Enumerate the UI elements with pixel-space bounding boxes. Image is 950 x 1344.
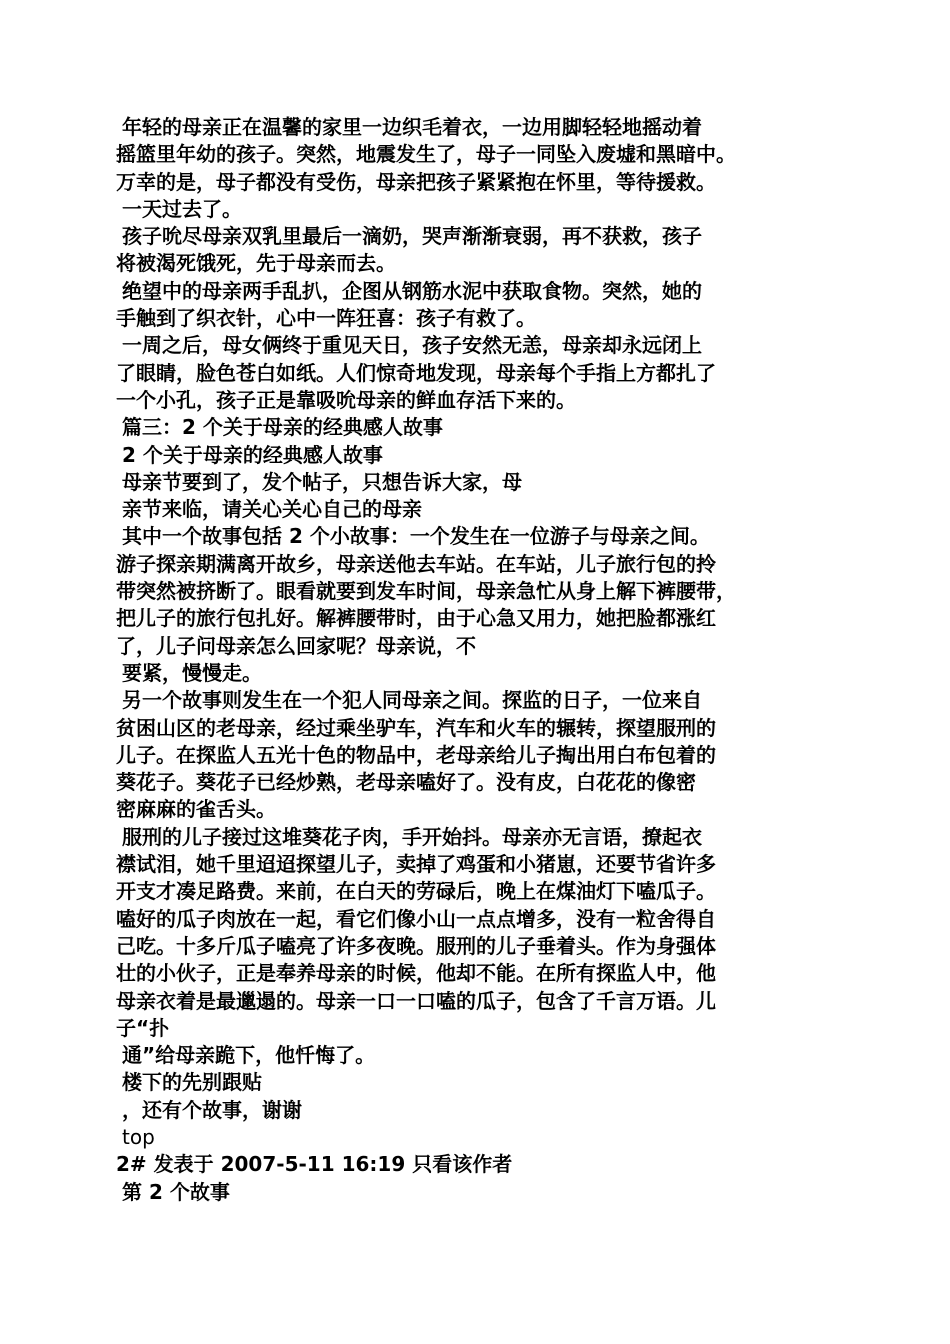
text-line: 要紧，慢慢走。: [122, 660, 262, 685]
text-line: 嗑好的瓜子肉放在一起，看它们像小山一点点增多，没有一粒舍得自: [116, 906, 716, 931]
text-line: 了，儿子问母亲怎么回家呢？母亲说，不: [116, 633, 476, 658]
text-line: 楼下的先别跟贴: [122, 1070, 262, 1095]
text-line: 亲节来临，请关心关心自己的母亲: [122, 497, 422, 522]
text-line: 篇三：2 个关于母亲的经典感人故事: [122, 415, 443, 440]
text-line: top: [122, 1124, 155, 1149]
text-line: 2 个关于母亲的经典感人故事: [122, 442, 383, 467]
text-line: 服刑的儿子接过这堆葵花子肉，手开始抖。母亲亦无言语，撩起衣: [122, 824, 702, 849]
text-line: 带突然被挤断了。眼看就要到发车时间，母亲急忙从身上解下裤腰带，: [116, 579, 736, 604]
text-line: 密麻麻的雀舌头。: [116, 797, 276, 822]
text-line: 孩子吮尽母亲双乳里最后一滴奶，哭声渐渐衰弱，再不获救，孩子: [122, 224, 702, 249]
text-line: 其中一个故事包括 2 个小故事：一个发生在一位游子与母亲之间。: [122, 524, 710, 549]
text-line: 开支才凑足路费。来前，在白天的劳碌后，晚上在煤油灯下嗑瓜子。: [116, 879, 716, 904]
text-line: 摇篮里年幼的孩子。突然，地震发生了，母子一同坠入废墟和黑暗中。: [116, 142, 736, 167]
text-line: 通”给母亲跪下，他忏悔了。: [122, 1043, 376, 1068]
text-line: ，还有个故事，谢谢: [122, 1097, 302, 1122]
text-line: 第 2 个故事: [122, 1179, 230, 1204]
text-line: 贫困山区的老母亲，经过乘坐驴车，汽车和火车的辗转，探望服刑的: [116, 715, 716, 740]
text-line: 把儿子的旅行包扎好。解裤腰带时，由于心急又用力，她把脸都涨红: [116, 606, 716, 631]
text-line: 壮的小伙子，正是奉养母亲的时候，他却不能。在所有探监人中，他: [116, 961, 716, 986]
text-line: 将被渴死饿死，先于母亲而去。: [116, 251, 396, 276]
text-line: 游子探亲期满离开故乡，母亲送他去车站。在车站，儿子旅行包的拎: [116, 551, 716, 576]
text-line: 一周之后，母女俩终于重见天日，孩子安然无恙，母亲却永远闭上: [122, 333, 702, 358]
text-line: 一个小孔，孩子正是靠吸吮母亲的鲜血存活下来的。: [116, 387, 576, 412]
text-line: 襟试泪，她千里迢迢探望儿子，卖掉了鸡蛋和小猪崽，还要节省许多: [116, 852, 716, 877]
text-line: 母亲衣着是最邋遢的。母亲一口一口嗑的瓜子，包含了千言万语。儿: [116, 988, 716, 1013]
text-line: 绝望中的母亲两手乱扒，企图从钢筋水泥中获取食物。突然，她的: [122, 278, 702, 303]
text-line: 儿子。在探监人五光十色的物品中，老母亲给儿子掏出用白布包着的: [116, 742, 716, 767]
text-line: 一天过去了。: [122, 196, 242, 221]
text-line: 年轻的母亲正在温馨的家里一边织毛着衣，一边用脚轻轻地摇动着: [122, 115, 702, 139]
document-page: [116, 114, 846, 1206]
text-line: 了眼睛，脸色苍白如纸。人们惊奇地发现，母亲每个手指上方都扎了: [116, 360, 716, 385]
text-line: 母亲节要到了，发个帖子，只想告诉大家，母: [122, 469, 522, 494]
text-line: 己吃。十多斤瓜子嗑亮了许多夜晚。服刑的儿子垂着头。作为身强体: [116, 933, 716, 958]
text-line: 2# 发表于 2007-5-11 16:19 只看该作者: [116, 1152, 513, 1177]
text-line: 葵花子。葵花子已经炒熟，老母亲嗑好了。没有皮，白花花的像密: [116, 770, 696, 795]
text-line: 子“扑: [116, 1015, 170, 1040]
text-line: 另一个故事则发生在一个犯人同母亲之间。探监的日子，一位来自: [122, 688, 702, 713]
text-line: 手触到了织衣针，心中一阵狂喜：孩子有救了。: [116, 306, 536, 331]
text-line: 万幸的是，母子都没有受伤，母亲把孩子紧紧抱在怀里，等待援救。: [116, 169, 716, 194]
